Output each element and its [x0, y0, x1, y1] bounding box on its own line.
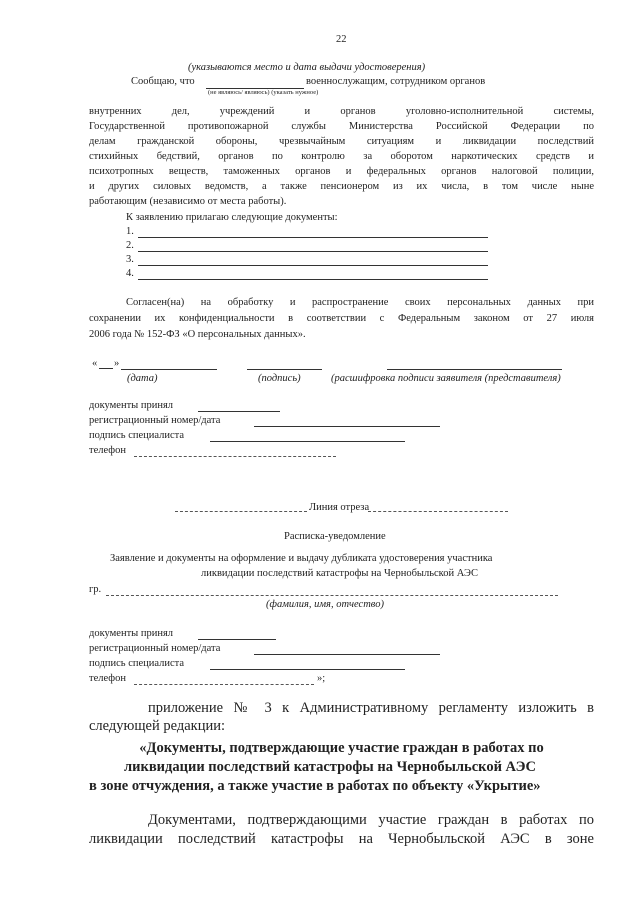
- heading-line: в зоне отчуждения, а также участие в работах по объекту «Укрытие»: [89, 778, 541, 794]
- cut-line-label: Линия отреза: [309, 502, 370, 513]
- report-prefix: Сообщаю, что: [131, 76, 195, 87]
- date-open-quote: «: [92, 358, 98, 369]
- phone-end: »;: [317, 673, 326, 684]
- attach-item-1: 1.: [126, 226, 134, 237]
- phone-label: телефон: [89, 445, 126, 456]
- sign-line: [247, 369, 322, 370]
- receipt-title: Расписка-уведомление: [284, 531, 386, 542]
- report-suffix: военнослужащим, сотрудником органов: [306, 76, 486, 87]
- spec-label: подпись специалиста: [89, 658, 185, 669]
- consent-line: Согласен(на) на обработку и распространение своих персональных данных при: [126, 297, 594, 308]
- consent-line: сохранении их конфиденциальности в соответствии с Федеральным законом от 27 июля: [89, 313, 594, 324]
- attach-line: [138, 251, 488, 252]
- body-line: психотропных веществ, таможенных органов и федеральных органов налоговой полиции,: [89, 166, 594, 177]
- attach-item-4: 4.: [126, 268, 134, 279]
- date-label: (дата): [127, 373, 158, 384]
- accepted-label: документы принял: [89, 628, 174, 639]
- reg-line: [254, 426, 440, 427]
- body-line: внутренних дел, учреждений и органов уголовно-исполнительной системы,: [89, 106, 594, 117]
- body-line: Государственной противопожарной службы Министерства Российской Федерации по: [89, 121, 594, 132]
- reg-label: регистрационный номер/дата: [89, 415, 221, 426]
- phone-line: [134, 456, 336, 457]
- cut-dash-right: [368, 511, 508, 512]
- phone-label: телефон: [89, 673, 126, 684]
- accepted-line: [198, 639, 276, 640]
- accepted-label: документы принял: [89, 400, 174, 411]
- final-line: Документами, подтверждающими участие граждан в работах по: [148, 812, 594, 828]
- body-line: и других силовых ведомств, а также пенсионером из их числа, в том числе ныне: [89, 181, 594, 192]
- citizen-line: [106, 595, 558, 596]
- accepted-line: [198, 411, 280, 412]
- receipt-desc-1: Заявление и документы на оформление и выдачу дубликата удостоверения участника: [110, 553, 493, 564]
- date-close-quote: »: [114, 358, 120, 369]
- reg-label: регистрационный номер/дата: [89, 643, 221, 654]
- attach-line: [138, 265, 488, 266]
- day-line: [99, 368, 113, 369]
- spec-label: подпись специалиста: [89, 430, 185, 441]
- consent-line: 2006 года № 152-ФЗ «О персональных данных».: [89, 329, 306, 340]
- phone-line: [134, 684, 314, 685]
- heading-line: ликвидации последствий катастрофы на Чернобыльской АЭС: [124, 759, 536, 775]
- heading-line: «Документы, подтверждающие участие граждан в работах по: [139, 740, 544, 756]
- final-line: ликвидации последствий катастрофы на Чернобыльской АЭС в зоне: [89, 831, 594, 847]
- date-line: [121, 369, 217, 370]
- citizen-label: гр.: [89, 584, 102, 595]
- appendix-line: приложение № 3 к Административному регламенту изложить в: [148, 700, 594, 716]
- sign-label: (подпись): [258, 373, 301, 384]
- body-line: стихийных бедствий, органов по контролю за оборотом наркотических средств и: [89, 151, 594, 162]
- page-number: 22: [336, 34, 347, 45]
- body-line: работающим (независимо от места работы).: [89, 196, 287, 207]
- appendix-line: следующей редакции:: [89, 718, 226, 734]
- spec-line: [210, 669, 405, 670]
- cut-dash-left: [175, 511, 307, 512]
- issue-place-note: (указываются место и дата выдачи удостоверения): [188, 62, 426, 73]
- reg-line: [254, 654, 440, 655]
- report-hint: (не являюсь/ являюсь) (указать нужное): [208, 89, 319, 96]
- decode-label: (расшифровка подписи заявителя (представителя): [331, 373, 561, 384]
- decode-line: [387, 369, 562, 370]
- attach-item-3: 3.: [126, 254, 134, 265]
- attach-line: [138, 279, 488, 280]
- attach-line: [138, 237, 488, 238]
- fio-label: (фамилия, имя, отчество): [266, 599, 384, 610]
- attach-intro: К заявлению прилагаю следующие документы:: [126, 212, 338, 223]
- spec-line: [210, 441, 405, 442]
- receipt-desc-2: ликвидации последствий катастрофы на Чернобыльской АЭС: [201, 568, 478, 579]
- attach-item-2: 2.: [126, 240, 134, 251]
- body-line: делам гражданской обороны, чрезвычайным ситуациям и ликвидации последствий: [89, 136, 594, 147]
